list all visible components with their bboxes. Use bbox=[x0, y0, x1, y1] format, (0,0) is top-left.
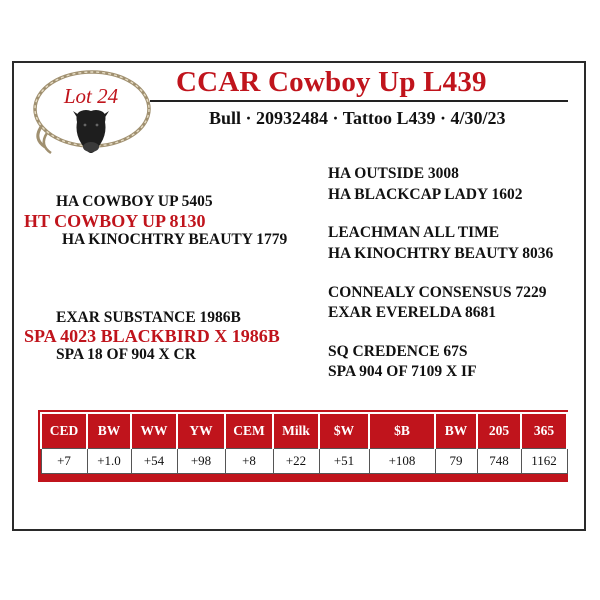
epd-value-cell: +7 bbox=[41, 449, 87, 474]
sire-dam: HA KINOCHTRY BEAUTY 1779 bbox=[62, 231, 288, 248]
epd-header-cell: CED bbox=[41, 413, 87, 449]
epd-value-cell: +1.0 bbox=[87, 449, 131, 474]
epd-header-cell: 365 bbox=[521, 413, 567, 449]
sire-sire-dam: HA BLACKCAP LADY 1602 bbox=[328, 186, 523, 203]
sire-dam-dam: HA KINOCHTRY BEAUTY 8036 bbox=[328, 245, 554, 262]
epd-value-cell: +54 bbox=[131, 449, 177, 474]
epd-header-cell: BW bbox=[87, 413, 131, 449]
epd-value-cell: 79 bbox=[435, 449, 477, 474]
animal-name: CCAR Cowboy Up L439 bbox=[176, 66, 487, 98]
epd-value-cell: +98 bbox=[177, 449, 225, 474]
epd-header-cell: BW bbox=[435, 413, 477, 449]
epd-header-cell: $B bbox=[369, 413, 435, 449]
epd-table bbox=[40, 412, 568, 474]
dam-sire: EXAR SUBSTANCE 1986B bbox=[56, 309, 241, 326]
title-divider bbox=[150, 100, 568, 102]
dam: SPA 4023 BLACKBIRD X 1986B bbox=[24, 326, 280, 346]
epd-header-cell: YW bbox=[177, 413, 225, 449]
epd-header-cell: 205 bbox=[477, 413, 521, 449]
epd-header-cell: CEM bbox=[225, 413, 273, 449]
epd-value-cell: +22 bbox=[273, 449, 319, 474]
sire-sire-sire: HA OUTSIDE 3008 bbox=[328, 165, 459, 182]
epd-header-cell: Milk bbox=[273, 413, 319, 449]
epd-header-row bbox=[41, 413, 567, 449]
animal-details: Bull · 20932484 · Tattoo L439 · 4/30/23 bbox=[209, 108, 506, 128]
epd-value-cell: 748 bbox=[477, 449, 521, 474]
lot-number: Lot 24 bbox=[63, 84, 119, 108]
epd-value-cell: 1162 bbox=[521, 449, 567, 474]
dam-sire-dam: EXAR EVERELDA 8681 bbox=[328, 304, 496, 321]
epd-header-cell: $W bbox=[319, 413, 369, 449]
epd-value-row bbox=[41, 449, 567, 474]
sire-sire: HA COWBOY UP 5405 bbox=[56, 193, 213, 210]
dam-dam-dam: SPA 904 OF 7109 X IF bbox=[328, 363, 477, 380]
dam-sire-sire: CONNEALY CONSENSUS 7229 bbox=[328, 284, 547, 301]
dam-dam-sire: SQ CREDENCE 67S bbox=[328, 343, 468, 360]
dam-dam: SPA 18 OF 904 X CR bbox=[56, 346, 196, 363]
epd-value-cell: +108 bbox=[369, 449, 435, 474]
epd-value-cell: +8 bbox=[225, 449, 273, 474]
sire: HT COWBOY UP 8130 bbox=[24, 211, 206, 231]
epd-value-cell: +51 bbox=[319, 449, 369, 474]
rope-lasso-logo bbox=[31, 67, 153, 163]
epd-header-cell: WW bbox=[131, 413, 177, 449]
sire-dam-sire: LEACHMAN ALL TIME bbox=[328, 224, 500, 241]
